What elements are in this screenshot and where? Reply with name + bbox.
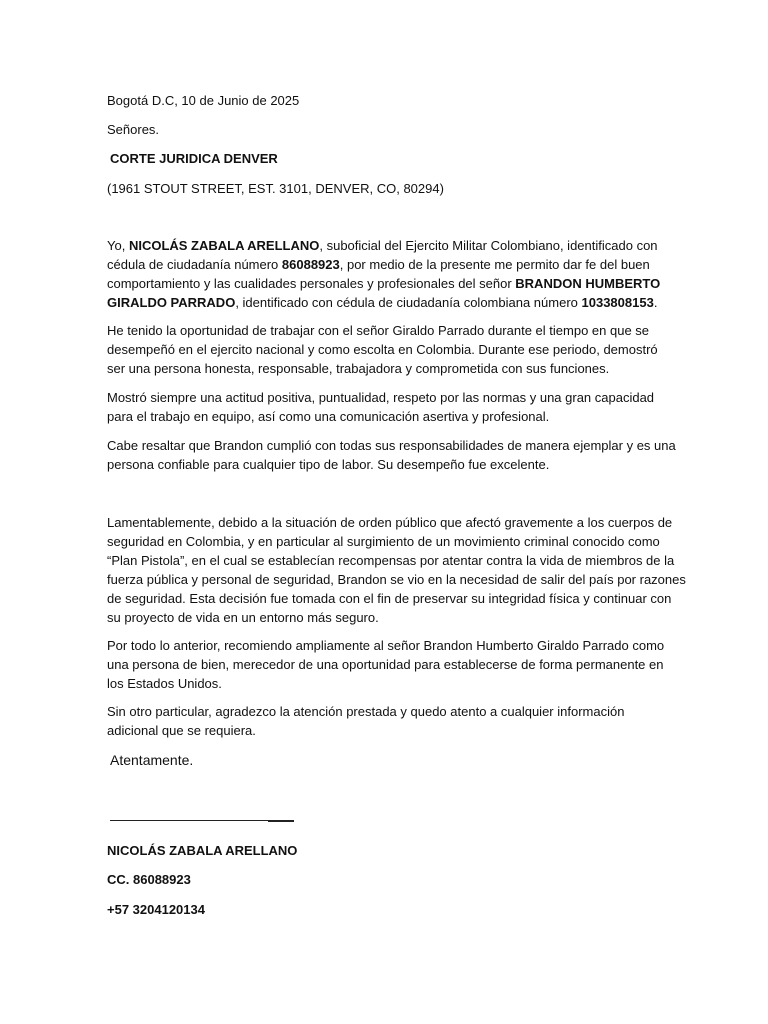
signer-id-inline: 86088923 — [281, 257, 340, 272]
signature-line-segment — [268, 821, 294, 822]
salutation: Señores. — [107, 122, 160, 137]
signer-name: NICOLÁS ZABALA ARELLANO — [107, 843, 298, 858]
signer-id: CC. 86088923 — [107, 872, 191, 887]
paragraph-security-situation: Lamentablemente, debido a la situación de orden público que afectó gravemente a los cuerpos de seguridad en Colombia, y en particular al surgimiento de un movimiento criminal conocido como “Plan Pistola”, en el cual se establecían recompensas por atentar contra la vida de miembros de la fuerza pública y personal de seguridad, Brandon se vio en la necesidad de salir del país por razones de seguridad. Esta decisión fue tomada con el fin de preservar su integridad física y continuar con su proyecto de vida en un entorno más seguro. — [107, 515, 686, 625]
subject-name-inline: BRANDON HUMBERTO — [515, 276, 661, 291]
signature-line — [110, 820, 294, 821]
signer-phone: +57 3204120134 — [107, 902, 205, 917]
paragraph-experience: He tenido la oportunidad de trabajar con el señor Giraldo Parrado durante el tiempo en que se desempeñó en el ejercito nacional y como escolta en Colombia. Durante ese periodo, demostró ser una persona honesta, responsable, trabajadora y comprometida con sus funciones. — [107, 323, 658, 376]
closing-word: Atentamente. — [110, 752, 194, 768]
paragraph-recommendation: Por todo lo anterior, recomiendo ampliamente al señor Brandon Humberto Giraldo Parrado como una persona de bien, merecedor de una oportunidad para establecerse de forma permanente en los Estados Unidos. — [107, 638, 665, 691]
paragraph-introduction: Yo, NICOLÁS ZABALA ARELLANO, suboficial del Ejercito Militar Colombiano, identificado con cédula de ciudadanía número 86088923, por medio de la presente me permito dar fe del buen comportamiento y las cualidades personales y profesionales del señor BRANDON HUMBERTO GIRALDO PARRADO, identificado con cédula de ciudadanía colombiana número 1033808153. — [107, 238, 661, 310]
signer-name-inline: NICOLÁS ZABALA ARELLANO — [128, 238, 320, 253]
paragraph-closing: Sin otro particular, agradezco la atención prestada y quedo atento a cualquier información adicional que se requiera. — [107, 704, 625, 738]
subject-id-inline: 1033808153 — [581, 295, 654, 310]
recipient-address: (1961 STOUT STREET, EST. 3101, DENVER, CO, 80294) — [107, 181, 444, 196]
letter-date: Bogotá D.C, 10 de Junio de 2025 — [107, 93, 300, 108]
paragraph-responsibility: Cabe resaltar que Brandon cumplió con todas sus responsabilidades de manera ejemplar y es una persona confiable para cualquier tipo de labor. Su desempeño fue excelente. — [107, 438, 676, 472]
paragraph-attitude: Mostró siempre una actitud positiva, puntualidad, respeto por las normas y una gran capacidad para el trabajo en equipo, así como una comunicación asertiva y profesional. — [107, 390, 655, 424]
recipient-name: CORTE JURIDICA DENVER — [110, 151, 278, 166]
